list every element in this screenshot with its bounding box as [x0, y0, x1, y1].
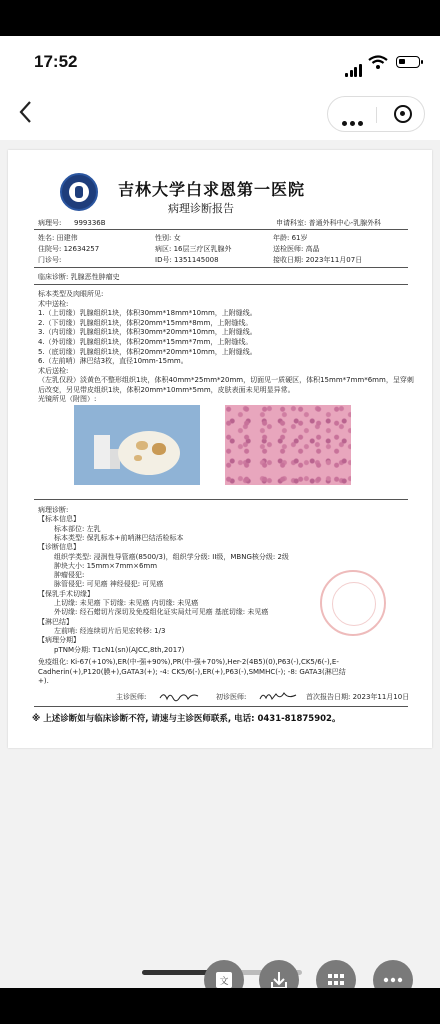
patient-age: 年龄: 61岁: [273, 234, 308, 242]
mini-program-capsule: [327, 96, 425, 132]
hospital-stamp: [320, 570, 386, 636]
nav-bar: [0, 88, 440, 140]
more-dots-icon[interactable]: [342, 111, 366, 130]
diag-line: 【保乳手术切缘】: [38, 589, 94, 598]
id-no: ID号: 1351145008: [155, 256, 219, 264]
gross-line: 3.（内切缘）乳腺组织1块，体积30mm*20mm*10mm，上附缝线。: [38, 328, 257, 337]
received-date: 接收日期: 2023年11月07日: [273, 256, 363, 264]
gross-line: 5.（底切缘）乳腺组织1块，体积20mm*20mm*10mm，上附缝线。: [38, 347, 257, 356]
svg-text:文: 文: [219, 977, 229, 987]
main-doctor-signature: [158, 690, 200, 702]
diag-line: 左前哨: 经连续切片后见宏转移: 1/3: [54, 626, 166, 635]
battery-icon: [396, 56, 420, 68]
first-doctor-signature: [258, 690, 298, 702]
inpatient-no: 住院号: 12634257: [38, 245, 100, 253]
outpatient-no: 门诊号:: [38, 256, 62, 264]
hospital-name: 吉林大学白求恩第一医院: [118, 180, 306, 199]
diag-line: 肿块大小: 15mm×7mm×6mm: [54, 561, 158, 570]
diag-line: 标本部位: 左乳: [54, 524, 101, 533]
hospital-logo: [60, 173, 98, 211]
dept: 申请科室: 普通外科中心-乳腺外科: [276, 219, 382, 227]
divider: [34, 267, 408, 268]
diag-line: 【病理分期】: [38, 636, 80, 645]
diag-line: 上切缘: 未见癌 下切缘: 未见癌 内切缘: 未见癌: [54, 599, 199, 607]
pathology-number: 999336B: [74, 219, 106, 227]
diag-line: 外切缘: 经石蜡切片深切及免疫组化证实局灶可见癌 基底切缘: 未见癌: [54, 608, 269, 617]
gross-line: 2.（下切缘）乳腺组织1块，体积20mm*15mm*8mm，上附缝线。: [38, 318, 253, 327]
top-black-bar: [0, 0, 440, 36]
back-button[interactable]: [18, 100, 32, 129]
signal-icon: [345, 58, 363, 77]
pathology-number-label: 病理号:: [38, 219, 62, 227]
diag-line: 标本类型: 保乳标本+前哨淋巴结活检标本: [54, 533, 184, 542]
divider: [34, 706, 408, 707]
report-page: [8, 150, 432, 748]
gross-line: 标本类型及肉眼所见:: [38, 290, 104, 298]
divider: [34, 229, 408, 230]
diag-line: 【诊断信息】: [38, 543, 80, 552]
target-circle-icon[interactable]: [394, 105, 412, 123]
submit-doctor: 送检医师: 高晶: [273, 245, 320, 253]
contact-note: ※ 上述诊断如与临床诊断不符, 请速与主诊医师联系, 电话: 0431-81875902。: [32, 714, 341, 724]
main-doctor-label: 主诊医师:: [116, 693, 147, 701]
divider: [34, 499, 408, 500]
ihc-line: +).: [38, 677, 49, 685]
document-viewer[interactable]: [0, 140, 440, 990]
clinical-diagnosis: 临床诊断: 乳腺恶性肿瘤史: [38, 273, 120, 281]
diag-line: 【标本信息】: [38, 515, 80, 524]
gross-line: （左乳仅段）淡黄色不整形组织1块，体积40mm*25mm*20mm，切面见一质硬区，体积15mm*7mm*6mm，呈穿刺: [38, 376, 414, 385]
diag-line: 病理诊断:: [38, 506, 69, 514]
bottom-black-bar: [0, 988, 440, 1024]
patient-name: 姓名: 田建伟: [38, 234, 78, 242]
gross-line: 4.（外切缘）乳腺组织1块，体积20mm*15mm*7mm，上附缝线。: [38, 338, 253, 346]
ihc-line: Cadherin(+),P120(膜+),GATA3(+); -4: CK5/6(-),ER(+),P63(-),SMMHC(-); -8: GATA3(淋巴结: [38, 667, 346, 676]
wifi-icon: [368, 55, 388, 69]
divider: [34, 284, 408, 285]
patient-sex: 性别: 女: [155, 234, 181, 242]
gross-line: 术后送检:: [38, 366, 69, 375]
diag-line: pTNM分期: T1cN1(sn)(AJCC,8th,2017): [54, 645, 185, 654]
diag-line: 脉管侵犯: 可见癌 神经侵犯: 可见癌: [54, 580, 164, 589]
diag-line: 【淋巴结】: [38, 617, 73, 626]
capsule-divider: [376, 107, 377, 123]
first-report-date: 首次报告日期: 2023年11月10日: [306, 693, 410, 701]
chevron-left-icon: [18, 100, 32, 124]
ward: 病区: 16层三疗区乳腺外: [155, 245, 232, 253]
gross-line: 1.（上切缘）乳腺组织1块，体积30mm*18mm*10mm，上附缝线。: [38, 309, 257, 318]
microscopy-label: 光镜所见（附图）:: [38, 395, 97, 403]
first-doctor-label: 初诊医师:: [216, 693, 247, 701]
microscopy-photo: [225, 405, 351, 485]
diag-line: 肿瘤侵犯:: [54, 571, 85, 580]
gross-line: 后改变，另见带皮组织1块，体积20mm*10mm*5mm，皮肤表面未见明显异常。: [38, 386, 295, 394]
gross-line: 术中送检:: [38, 299, 69, 308]
gross-specimen-photo: [74, 405, 200, 485]
gross-line: 6.（左前哨）淋巴结3枚，直径10mm-15mm。: [38, 357, 188, 366]
report-title: 病理诊断报告: [168, 202, 234, 215]
status-bar: [0, 36, 440, 88]
ihc-line: 免疫组化: Ki-67(+10%),ER(中-强+90%),PR(中-强+70%),Her-2(4B5)(0),P63(-),CK5/6(-),E-: [38, 658, 339, 666]
diag-line: 组织学类型: 浸润性导管癌(8500/3)，组织学分级: II级，MBNG核分级: 2级: [54, 552, 289, 561]
status-time: 17:52: [34, 52, 78, 71]
